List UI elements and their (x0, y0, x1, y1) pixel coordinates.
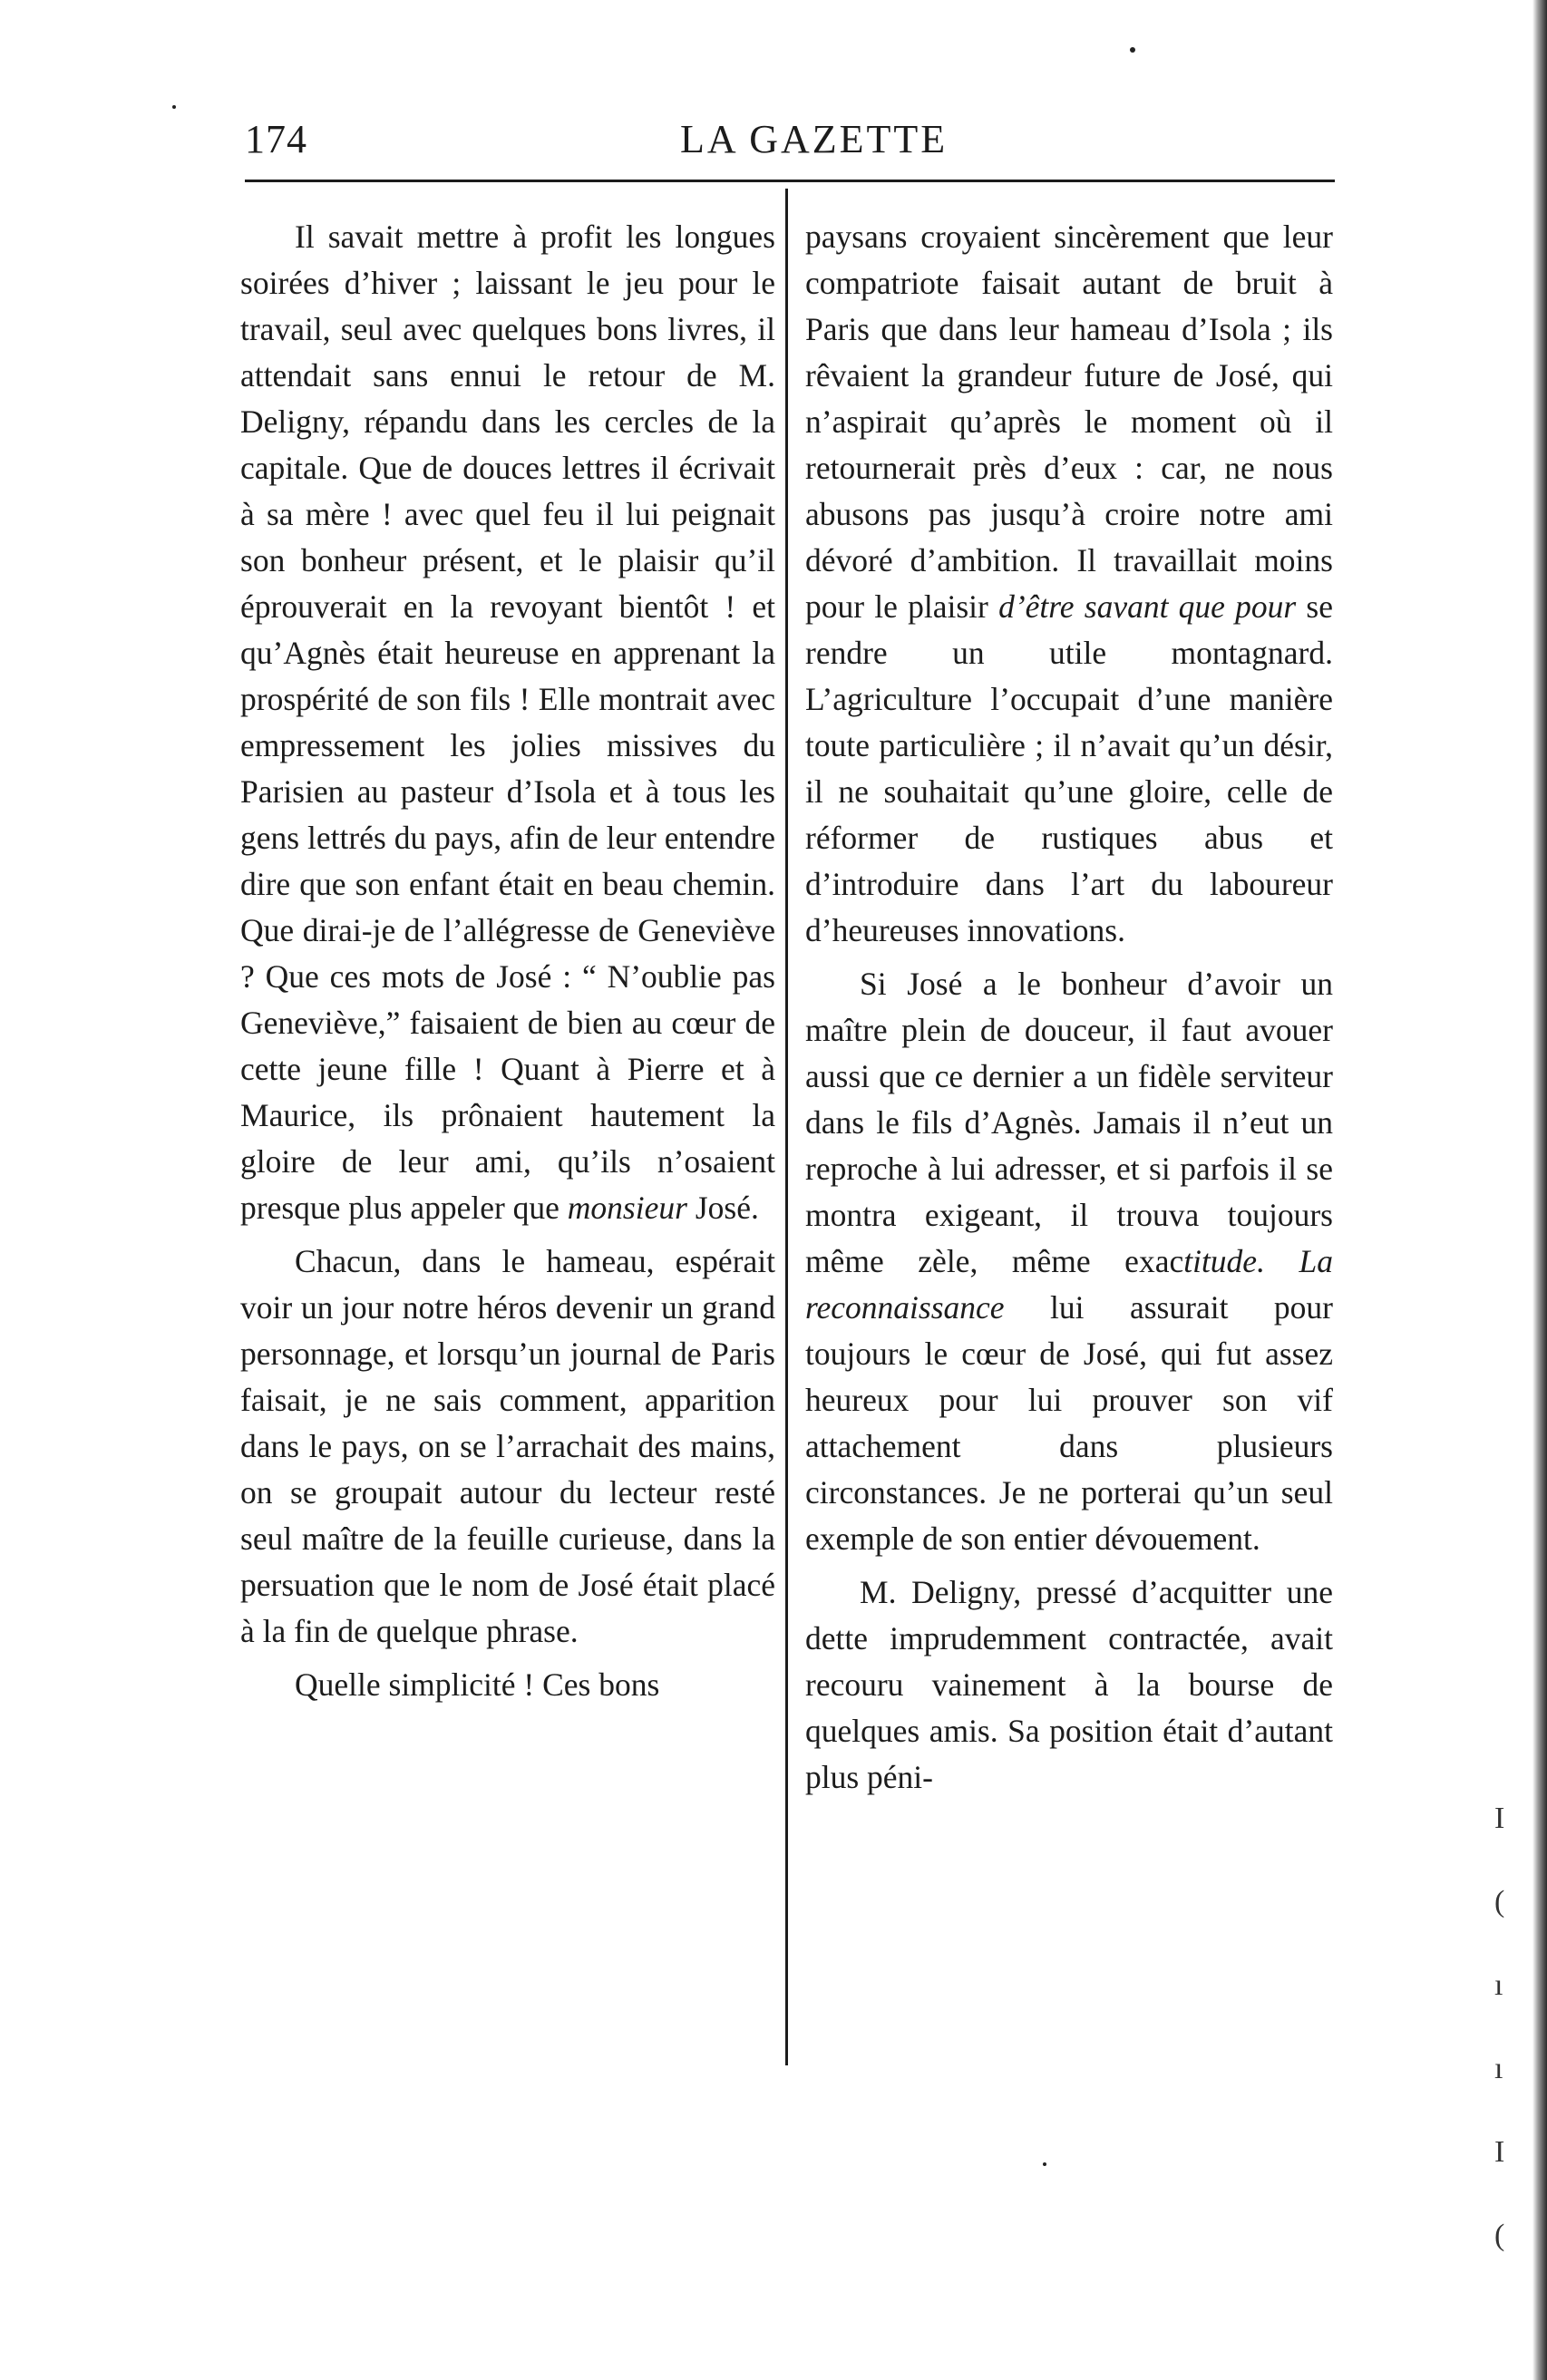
left-paragraph-1 (240, 214, 775, 1231)
right-paragraph-1-italic: d’être savant que pour (998, 588, 1297, 625)
right-paragraph-1-text-b: se rendre un utile montagnard. L’agriculture l’occupait d’une manière toute particulière ; il n’avait qu’un désir, il ne souhaitait qu’une gloire, celle de réformer de rustiques abus et d’introduire dans l’art du laboureur d’heureuses innovations. (805, 588, 1333, 948)
edge-mark: I (1494, 2135, 1505, 2169)
page-number: 174 (245, 117, 307, 161)
right-paragraph-2-text-b: lui assurait pour toujours le cœur de José, qui fut assez heureux pour lui prouver son vif attachement dans plusieurs circonstances. Je ne porterai qu’un seul exemple de son entier dévouement. (805, 1289, 1333, 1557)
edge-mark: I (1494, 1802, 1505, 1835)
column-divider (785, 189, 788, 2065)
left-paragraph-1-text: Il savait mettre à profit les longues soirées d’hiver ; laissant le jeu pour le travail, seul avec quelques bons livres, il attendait sans ennui le retour de M. Deligny, répandu dans les cercles de la capitale. Que de douces lettres il écrivait à sa mère ! avec quel feu il lui peignait son bonheur présent, et le plaisir qu’il éprouverait en la revoyant bientôt ! et qu’Agnès était heureuse en apprenant la prospérité de son fils ! Elle montrait avec empressement les jolies missives du Parisien au pasteur d’Isola et à tous les gens lettrés du pays, afin de leur entendre dire que son enfant était en beau chemin. Que dirai-je de l’allégresse de Geneviève ? Que ces mots de José : “ N’oublie pas Geneviève,” faisaient de bien au cœur de cette jeune fille ! Quant à Pierre et à Maurice, ils prônaient hautement la gloire de leur ami, qu’ils n’osaient presque plus appeler que (240, 219, 775, 1226)
edge-mark: ı (1494, 1968, 1503, 2002)
right-paragraph-1-text-a: paysans croyaient sincèrement que leur compatriote faisait autant de bruit à Paris que dans leur hameau d’Isola ; ils rêvaient la grandeur future de José, qui n’aspirait qu’après le moment où il retournerait près d’eux : car, ne nous abusons pas jusqu’à croire notre ami dévoré d’ambition. Il travaillait moins pour le plaisir (805, 219, 1333, 625)
page-header (245, 109, 1333, 181)
edge-mark: ( (1494, 1885, 1505, 1919)
edge-mark: ( (1494, 2219, 1505, 2252)
left-paragraph-1-italic: monsieur (567, 1190, 687, 1226)
right-paragraph-2-italic: titude. La reconnaissance (805, 1243, 1333, 1326)
adjacent-page-edge-marks (1494, 1777, 1522, 2278)
header-rule (245, 180, 1335, 182)
left-paragraph-2: Chacun, dans le hameau, espérait voir un jour notre héros devenir un grand personnage, et lorsqu’un journal de Paris faisait, je ne sais comment, apparition dans le pays, on se l’arrachait des mains, on se groupait autour du lecteur resté seul maître de la feuille curieuse, dans la persuation que le nom de José était placé à la fin de quelque phrase. (240, 1243, 775, 1649)
edge-mark: ı (1494, 2052, 1503, 2085)
page-binding-edge (1532, 0, 1547, 2380)
right-paragraph-2 (805, 961, 1333, 1562)
right-paragraph-1 (805, 214, 1333, 954)
right-column (805, 214, 1333, 1801)
right-paragraph-3: M. Deligny, pressé d’acquitter une dette imprudemment contractée, avait recouru vainement à la bourse de quelques amis. Sa position était d’autant plus péni- (805, 1574, 1333, 1795)
print-speck (172, 105, 176, 109)
left-paragraph-3: Quelle simplicité ! Ces bons (295, 1666, 660, 1703)
right-paragraph-2-text-a: Si José a le bonheur d’avoir un maître plein de douceur, il faut avouer aussi que ce dernier a un fidèle serviteur dans le fils d’Agnès. Jamais il n’eut un reproche à lui adresser, et si parfois il se montra exigeant, il trouva toujours même zèle, même exac (805, 966, 1333, 1279)
print-speck (1130, 47, 1135, 53)
print-speck (1043, 2162, 1046, 2166)
left-paragraph-1-tail: José. (686, 1190, 759, 1226)
running-title: LA GAZETTE (680, 117, 949, 161)
left-column (240, 214, 775, 1708)
